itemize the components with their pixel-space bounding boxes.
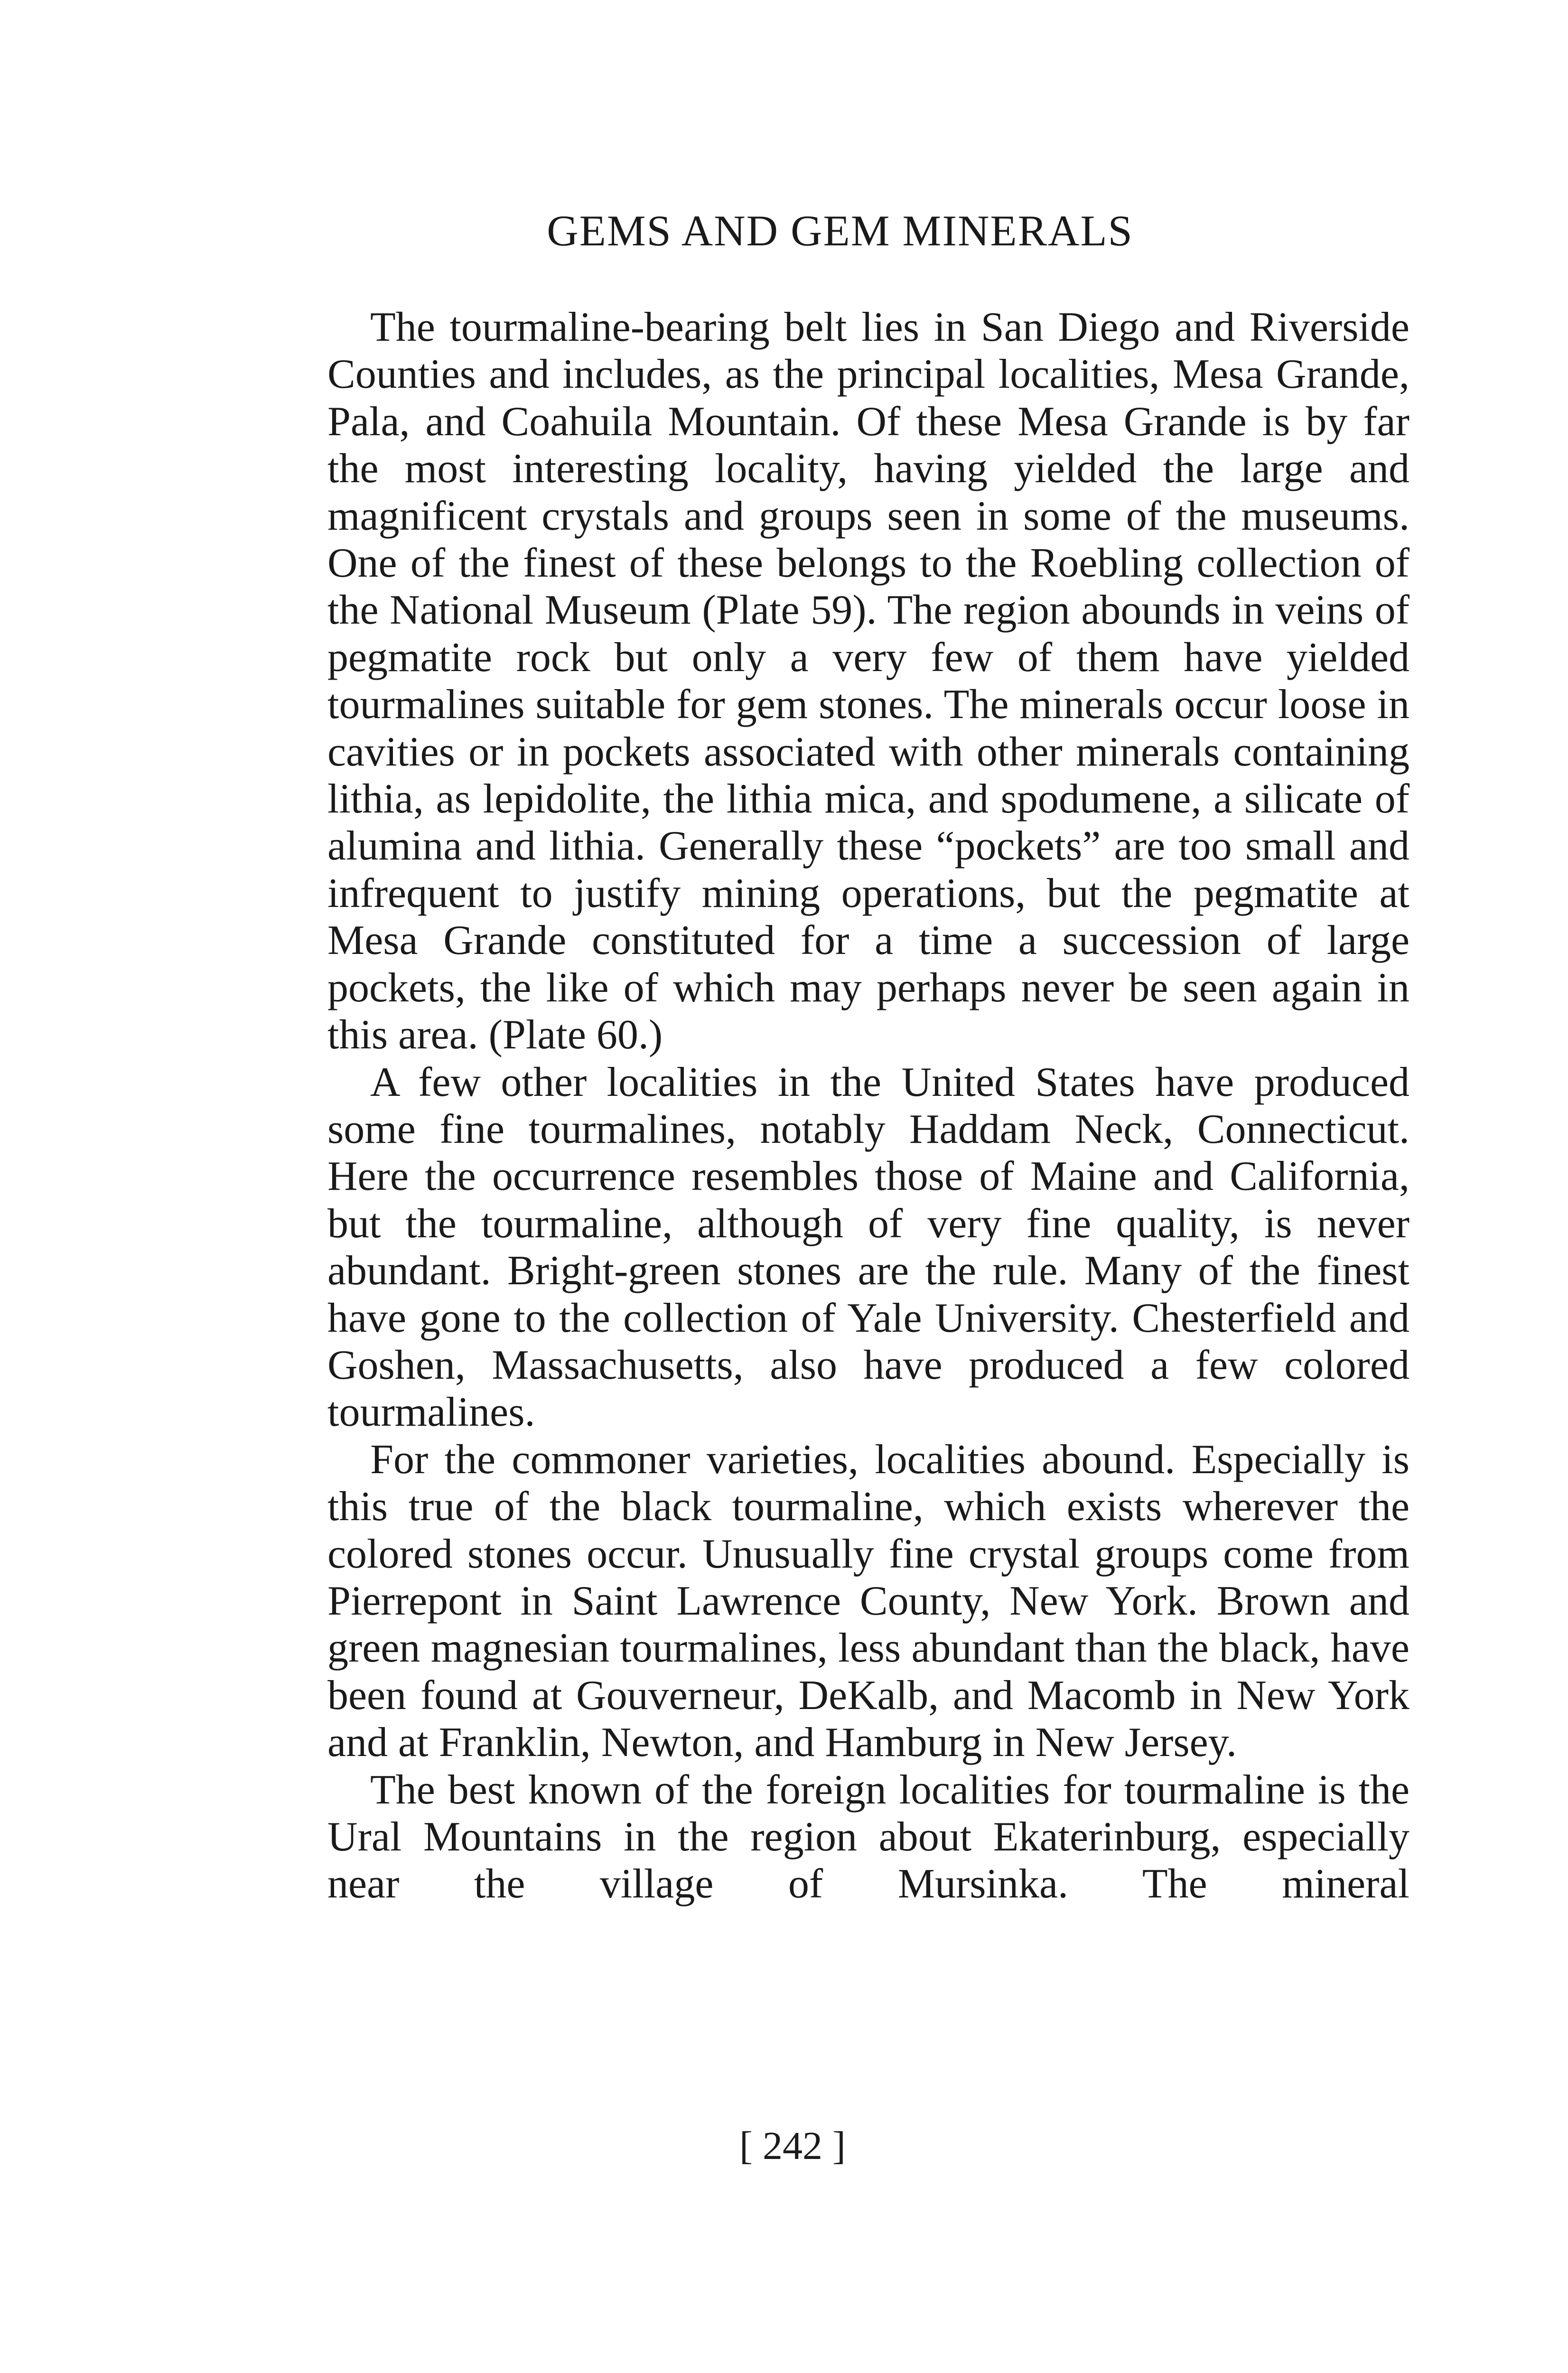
paragraph-4: The best known of the foreign localities for tourmaline is the Ural Mountains in the region about Ekaterinburg, especially near the village of Mursinka. The mineral bbox=[327, 1766, 1409, 1907]
paragraph-3: For the commoner varieties, localities abound. Especially is this true of the black tourmaline, which exists wherever the colored stones occur. Unusually fine crystal groups come from Pierrepont in Saint Lawrence County, New York. Brown and green magnesian tourmalines, less abundant than the black, have been found at Gouverneur, DeKalb, and Macomb in New York and at Franklin, Newton, and Hamburg in New Jersey. bbox=[327, 1436, 1409, 1766]
paragraph-2: A few other localities in the United States have produced some fine tourmalines, notably Haddam Neck, Connecticut. Here the occurrence resembles those of Maine and California, but the tourmaline, although of very fine quality, is never abundant. Bright-green stones are the rule. Many of the finest have gone to the collection of Yale University. Chesterfield and Goshen, Massachusetts, also have produced a few colored tourmalines. bbox=[327, 1059, 1409, 1436]
body-text bbox=[327, 304, 1409, 1908]
paragraph-1: The tourmaline-bearing belt lies in San Diego and Riverside Counties and includes, as the principal localities, Mesa Grande, Pala, and Coahuila Mountain. Of these Mesa Grande is by far the most interesting locality, having yielded the large and magnificent crystals and groups seen in some of the museums. One of the finest of these belongs to the Roebling collection of the National Museum (Plate 59). The region abounds in veins of pegmatite rock but only a very few of them have yielded tourmalines suitable for gem stones. The minerals occur loose in cavities or in pockets associated with other minerals containing lithia, as lepidolite, the lithia mica, and spodumene, a silicate of alumina and lithia. Generally these “pockets” are too small and infrequent to justify mining operations, but the pegmatite at Mesa Grande constituted for a time a succession of large pockets, the like of which may perhaps never be seen again in this area. (Plate 60.) bbox=[327, 304, 1409, 1058]
page-number: [ 242 ] bbox=[739, 2124, 846, 2168]
running-head: GEMS AND GEM MINERALS bbox=[547, 206, 1133, 255]
